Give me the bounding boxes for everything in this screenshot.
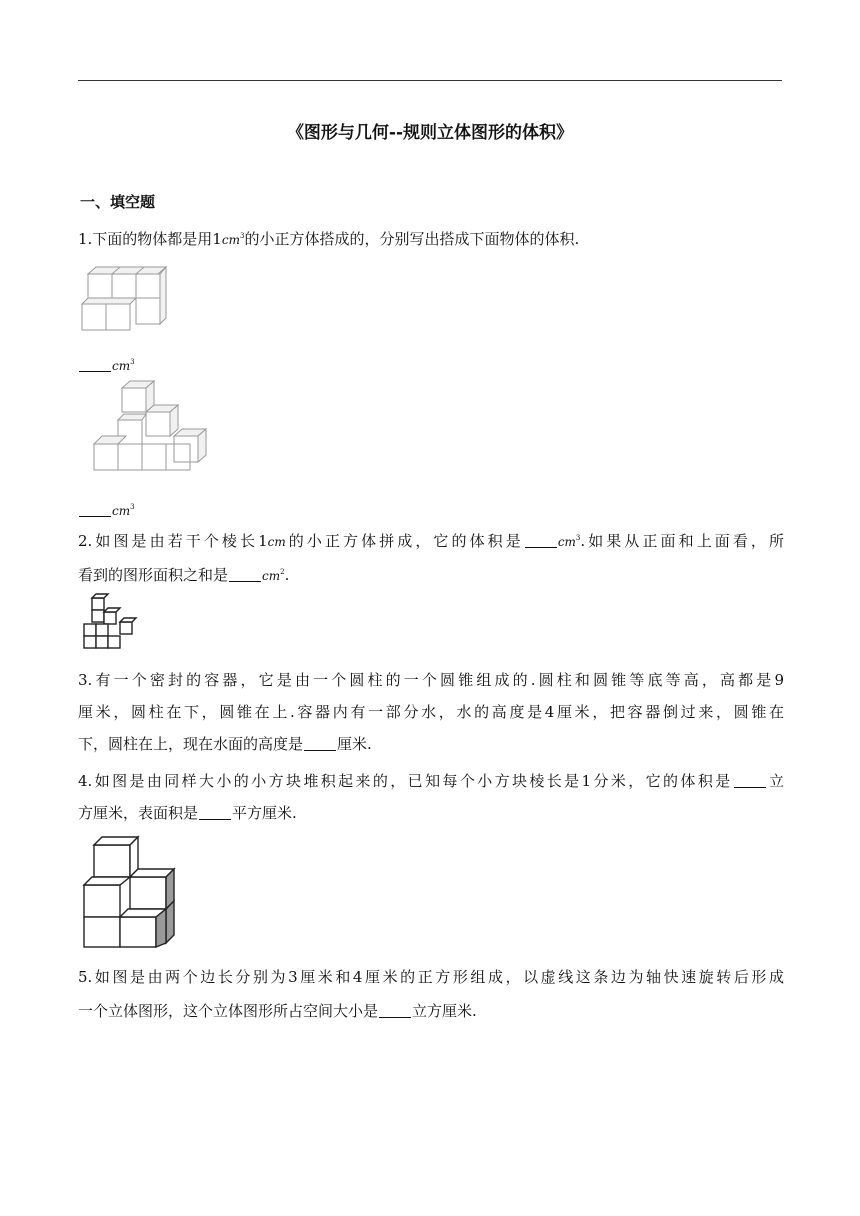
- q5-text-b: 立方厘米.: [412, 1002, 477, 1020]
- q2-text-end: .: [284, 566, 290, 584]
- q2-text-c: 的小正方体拼成，它的体积是: [285, 532, 524, 550]
- q1-text-b: 的小正方体搭成的，分别写出搭成下面物体的体积.: [244, 230, 580, 248]
- q4-blank-volume[interactable]: [734, 773, 766, 788]
- section-heading: 一、填空题: [80, 193, 156, 211]
- q5-line1: 5.如图是由两个边长分别为3厘米和4厘米的正方形组成，以虚线这条边为轴快速旋转后形成: [78, 968, 784, 986]
- q4-line2: [78, 803, 784, 823]
- q2-unit-sup2: 2: [280, 568, 285, 576]
- q2-blank-area[interactable]: [229, 567, 261, 582]
- q1-text: [78, 226, 784, 250]
- q1-unit-sup: 3: [239, 232, 245, 240]
- q2-figure: [80, 592, 140, 652]
- q2-line2: [78, 562, 784, 586]
- q2-blank-volume[interactable]: [525, 533, 557, 548]
- q1-unit-cm: cm: [221, 233, 240, 247]
- q1-figure-a: [78, 264, 170, 334]
- q3-blank[interactable]: [304, 736, 336, 751]
- q4-text-d: 平方厘米.: [232, 804, 297, 822]
- q2-unit-d: cm: [557, 535, 576, 549]
- q5-line2: [78, 1001, 784, 1021]
- q4-text-a: 4.如图是由同样大小的小方块堆积起来的，已知每个小方块棱长是1分米，它的体积是: [78, 772, 733, 790]
- q1-answer-a: [78, 352, 784, 376]
- q1-blank-a[interactable]: [79, 357, 111, 372]
- q2-text-a: 2.如图是由若干个棱长1: [78, 532, 268, 550]
- q4-blank-area[interactable]: [199, 805, 231, 820]
- q2-line1: [78, 528, 784, 552]
- q1-text-a: 1.下面的物体都是用1: [78, 230, 222, 248]
- q1-answer-b: [78, 497, 784, 521]
- q2-unit-a: cm: [267, 535, 286, 549]
- q1-figure-b: [90, 378, 210, 472]
- q4-text-c: 方厘米，表面积是: [78, 804, 199, 822]
- q2-unit-line2: cm: [262, 569, 281, 583]
- q1-answer-a-unit: cm: [112, 359, 131, 373]
- q5-text-a: 一个立体图形，这个立体图形所占空间大小是: [78, 1002, 379, 1020]
- q1-answer-a-sup: 3: [130, 358, 135, 366]
- q1-unit: [222, 233, 245, 247]
- q1-answer-b-unit: cm: [112, 504, 131, 518]
- page-title: 《图形与几何--规则立体图形的体积》: [286, 123, 574, 143]
- q4-line1: [78, 771, 784, 791]
- q4-text-b: 立: [766, 772, 784, 790]
- q1-blank-b[interactable]: [79, 502, 111, 517]
- q5-blank[interactable]: [379, 1003, 411, 1018]
- header-rule: [78, 80, 782, 81]
- q3-text-a: 下，圆柱在上，现在水面的高度是: [78, 735, 304, 753]
- q3-line1: 3.有一个密封的容器，它是由一个圆柱的一个圆锥组成的.圆柱和圆锥等底等高，高都是9: [78, 671, 784, 689]
- q2-text-e: .如果从正面和上面看，所: [580, 532, 784, 550]
- q3-line3: [78, 734, 784, 754]
- q4-figure: [80, 833, 180, 951]
- q3-text-b: 厘米.: [337, 735, 372, 753]
- q2-text-line2: 看到的图形面积之和是: [78, 566, 229, 584]
- q3-line2: 厘米，圆柱在下，圆锥在上.容器内有一部分水，水的高度是4厘米，把容器倒过来，圆锥在: [78, 703, 784, 721]
- q1-answer-b-sup: 3: [130, 503, 135, 511]
- q2-unit-sup3: 3: [575, 534, 581, 542]
